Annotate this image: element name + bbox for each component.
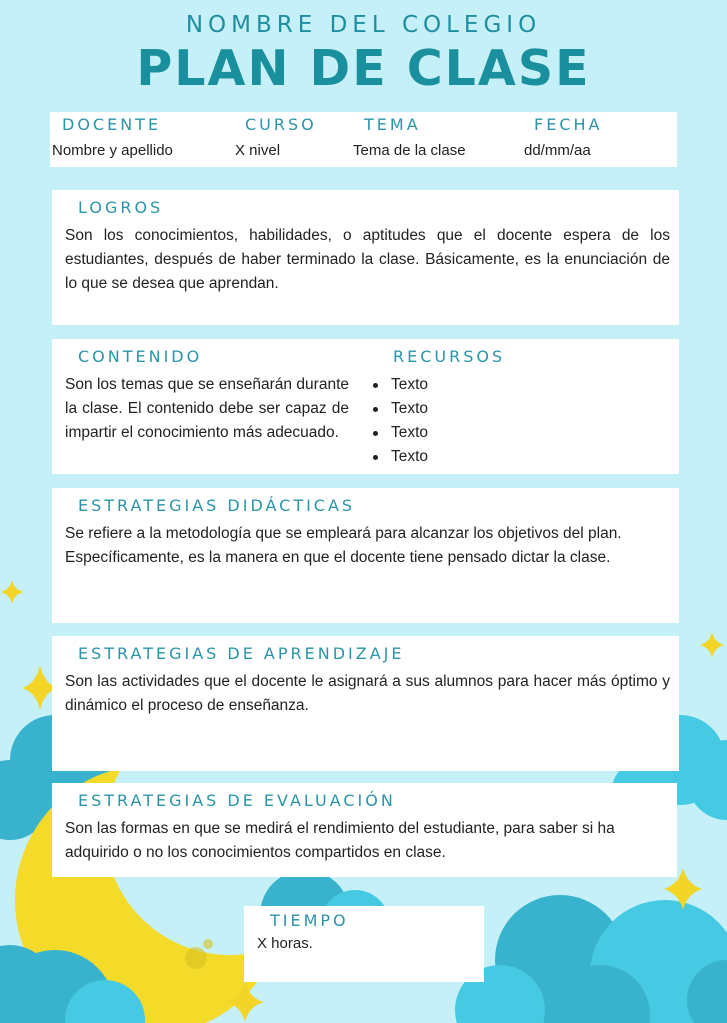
curso-value: X nivel xyxy=(235,142,281,159)
contenido-box xyxy=(52,339,679,474)
page-title: PLAN DE CLASE xyxy=(136,40,591,97)
didacticas-label: ESTRATEGIAS DIDÁCTICAS xyxy=(78,496,356,515)
school-name: NOMBRE DEL COLEGIO xyxy=(185,12,542,38)
aprendizaje-box xyxy=(52,636,679,771)
aprendizaje-text: Son las actividades que el docente le asignará a sus alumnos para hacer más óptimo y dinámico el proceso de enseñanza. xyxy=(65,673,670,714)
fecha-value: dd/mm/aa xyxy=(524,142,591,159)
aprendizaje-label: ESTRATEGIAS DE APRENDIZAJE xyxy=(78,644,405,663)
docente-label: DOCENTE xyxy=(62,115,162,134)
list-item: Texto xyxy=(371,397,428,421)
logros-text: Son los conocimientos, habilidades, o aptitudes que el docente espera de los estudiantes, después de haber terminado la clase. Básicamente, es la enunciación de lo que se desea que aprendan. xyxy=(65,227,670,292)
didacticas-text: Se refiere a la metodología que se empleará para alcanzar los objetivos del plan. Específicamente, es la manera en que el docente tiene pensado dictar la clase. xyxy=(65,525,622,566)
list-item: Texto xyxy=(371,373,428,397)
list-item: Texto xyxy=(371,445,428,469)
logros-box xyxy=(52,190,679,325)
evaluacion-text: Son las formas en que se medirá el rendimiento del estudiante, para saber si ha adquirido o no los conocimientos compartidos en clase. xyxy=(65,820,615,861)
tiempo-value: X horas. xyxy=(257,935,313,952)
logros-label: LOGROS xyxy=(78,198,164,217)
tema-value: Tema de la clase xyxy=(353,142,466,159)
contenido-text: Son los temas que se enseñarán durante la clase. El contenido debe ser capaz de impartir el conocimiento más adecuado. xyxy=(65,376,349,441)
star-icon xyxy=(700,632,724,658)
info-box xyxy=(50,112,677,167)
evaluacion-box xyxy=(52,783,677,877)
tiempo-label: TIEMPO xyxy=(270,911,349,930)
recursos-label: RECURSOS xyxy=(393,347,506,366)
fecha-label: FECHA xyxy=(534,115,603,134)
recursos-list xyxy=(371,373,428,469)
star-icon xyxy=(0,580,24,604)
tema-label: TEMA xyxy=(364,115,421,134)
cloud-icon xyxy=(455,895,727,1023)
didacticas-box xyxy=(52,488,679,623)
contenido-label: CONTENIDO xyxy=(78,347,203,366)
curso-label: CURSO xyxy=(245,115,317,134)
list-item: Texto xyxy=(371,421,428,445)
tiempo-box xyxy=(244,906,484,982)
docente-value: Nombre y apellido xyxy=(52,142,173,159)
evaluacion-label: ESTRATEGIAS DE EVALUACIÓN xyxy=(78,791,396,810)
